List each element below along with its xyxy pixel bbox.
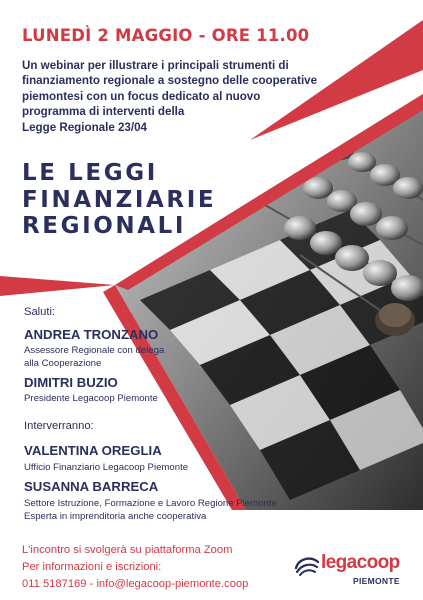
event-date: LUNEDÌ 2 MAGGIO - ORE 11.00 [22, 26, 310, 45]
speaker-name: SUSANNA BARRECA [24, 479, 159, 494]
contact-info[interactable]: 011 5187169 - info@legacoop-piemonte.coop [22, 578, 249, 590]
platform-note: L'incontro si svolgerà su piattaforma Zoom [22, 544, 233, 556]
intro-line: programma di interventi della [22, 105, 185, 119]
legacoop-swirl-icon [293, 554, 321, 576]
intro-line: Un webinar per illustrare i principali strumenti di [22, 59, 289, 72]
title-line: FINANZIARIE [22, 186, 217, 213]
speaker-name: DIMITRI BUZIO [24, 375, 118, 390]
title-line: REGIONALI [22, 213, 187, 239]
intro-text [22, 58, 342, 135]
speaker-role: Assessore Regionale con delega [24, 345, 165, 356]
logo-wordmark: legacoop [321, 552, 400, 573]
title-line: LE LEGGI [22, 160, 158, 186]
speaker-role: alla Cooperazione [24, 358, 102, 369]
intro-line: Legge Regionale 23/04 [22, 120, 148, 134]
speaker-role: Settore Istruzione, Formazione e Lavoro Regione Piemonte [24, 498, 277, 509]
logo-region: PIEMONTE [353, 576, 400, 586]
saluti-label: Saluti: [24, 306, 56, 318]
speaker-role: Esperta in imprenditoria anche cooperativa [24, 511, 207, 522]
speaker-role: Ufficio Finanziario Legacoop Piemonte [24, 462, 189, 473]
intro-line: piemontesi con un focus dedicato al nuovo [22, 89, 261, 103]
speaker-name: VALENTINA OREGLIA [24, 443, 162, 458]
info-label: Per informazioni e iscrizioni: [22, 561, 162, 573]
speaker-role: Presidente Legacoop Piemonte [24, 393, 158, 404]
event-title [22, 160, 216, 240]
speaker-name: ANDREA TRONZANO [24, 327, 159, 342]
interventi-label: Interverranno: [24, 420, 94, 432]
legacoop-logo [293, 548, 403, 590]
intro-line: finanziamento regionale a sostegno delle cooperative [22, 74, 318, 88]
